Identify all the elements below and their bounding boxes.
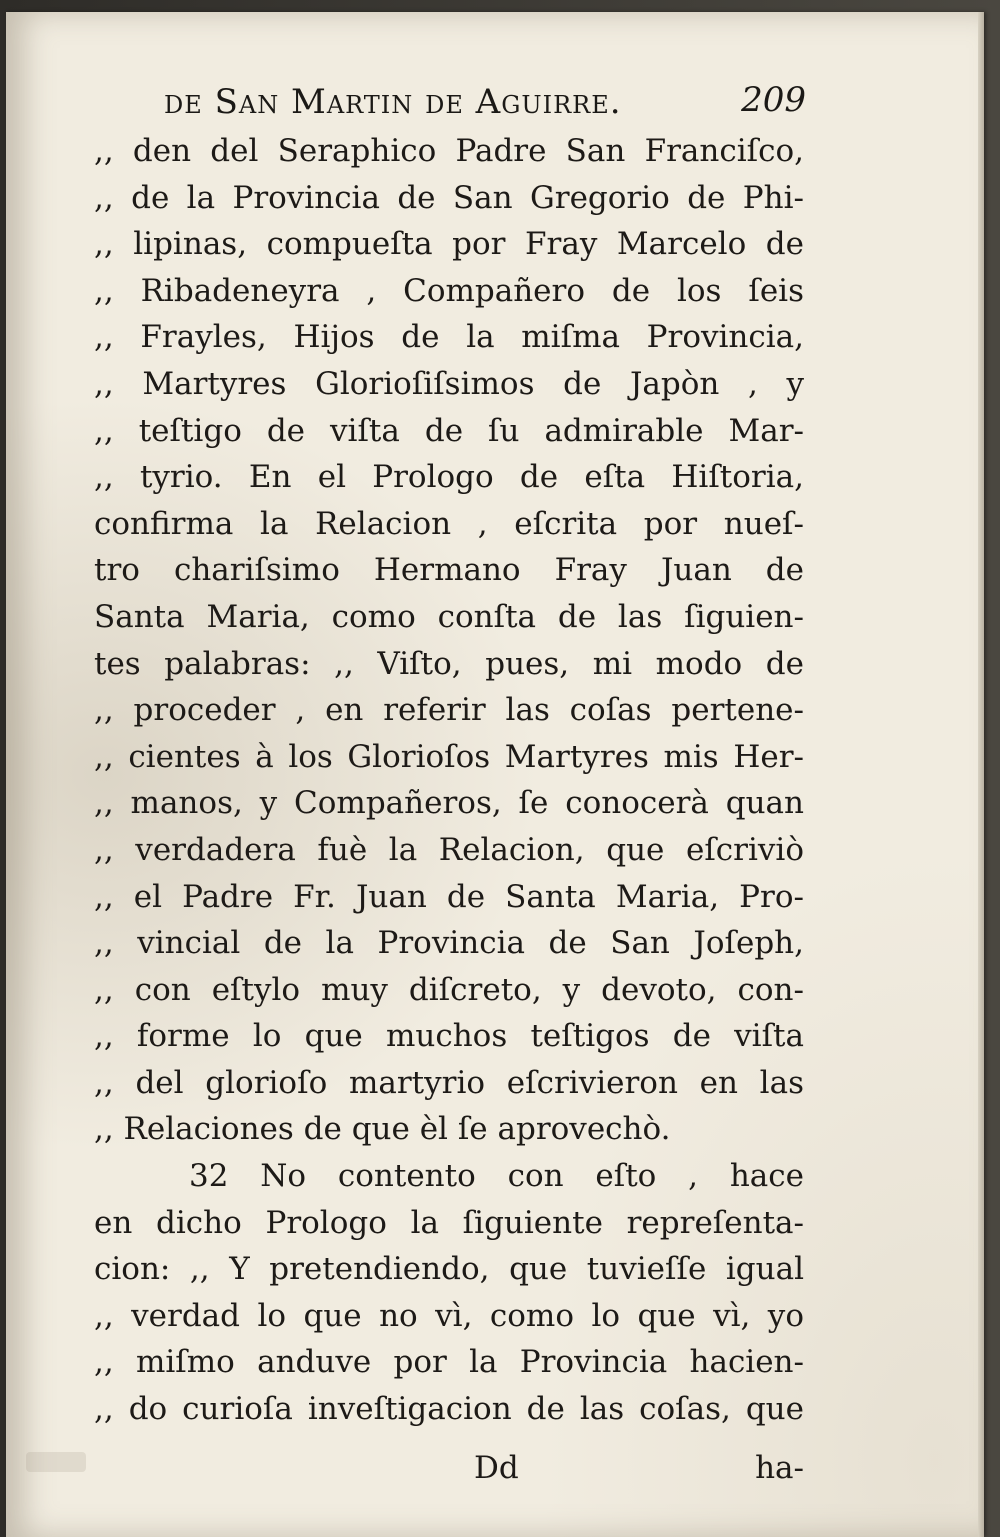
text-line: ,, teſtigo de viſta de ſu admirable Mar- [94,412,804,449]
text-line: ,, verdad lo que no vì, como lo que vì, yo [94,1297,804,1334]
text-line: cion: ,, Y pretendiendo, que tuvieſſe igual [94,1251,804,1288]
text-line: ,, Relaciones de que èl ſe aprovechò. [94,1111,671,1148]
text-line: ,, tyrio. En el Prologo de eſta Hiſtoria, [94,459,804,496]
paragraph-start-line: 32 No contento con eſto , hace [189,1158,804,1195]
text-line: ,, proceder , en referir las coſas pertene- [94,692,804,729]
body-text [94,128,804,1433]
page-header [156,76,806,128]
text-line: Santa Maria, como conſta de las ſiguien- [94,598,804,635]
text-line: ,, Ribadeneyra , Compañero de los ſeis [94,272,804,309]
text-line: ,, miſmo anduve por la Provincia hacien- [94,1344,804,1381]
book-page [6,12,984,1537]
text-line: ,, el Padre Fr. Juan de Santa Maria, Pro- [94,878,804,915]
text-line: ,, den del Seraphico Padre San Franciſco, [94,133,804,169]
text-line: ,, Martyres Glorioſiſsimos de Japòn , y [94,365,804,402]
text-line: ,, do curioſa inveſtigacion de las coſas, que [94,1391,804,1428]
text-line: ,, verdadera fuè la Relacion, que eſcriviò [94,831,804,868]
text-line: ,, lipinas, compueſta por Fray Marcelo de [94,226,804,263]
text-line: ,, del glorioſo martyrio eſcrivieron en las [94,1064,804,1101]
text-line: confirma la Relacion , eſcrita por nueſ- [94,505,804,542]
text-line: en dicho Prologo la ſiguiente repreſenta- [94,1204,804,1241]
text-line: ,, vincial de la Provincia de San Joſeph, [94,925,804,962]
text-line: tes palabras: ,, Viſto, pues, mi modo de [94,645,804,682]
text-line: ,, cientes à los Glorioſos Martyres mis Her- [94,738,804,775]
page-edge [978,12,984,1537]
text-line: ,, de la Provincia de San Gregorio de Phi- [94,179,804,216]
page-number: 209 [741,80,806,120]
text-line: ,, manos, y Compañeros, ſe conocerà quan [94,785,804,822]
text-line: ,, Frayles, Hijos de la miſma Provincia, [94,319,804,356]
catchword: ha- [755,1450,804,1486]
bleed-through-mark [26,1452,86,1472]
running-head: de San Martin de Aguirre. [164,82,622,122]
page-footer [94,1444,804,1494]
text-line: ,, forme lo que muchos teſtigos de viſta [94,1018,804,1055]
text-line: ,, con eſtylo muy diſcreto, y devoto, con- [94,971,804,1008]
text-line: tro chariſsimo Hermano Fray Juan de [94,552,804,589]
signature-mark: Dd [474,1450,519,1486]
